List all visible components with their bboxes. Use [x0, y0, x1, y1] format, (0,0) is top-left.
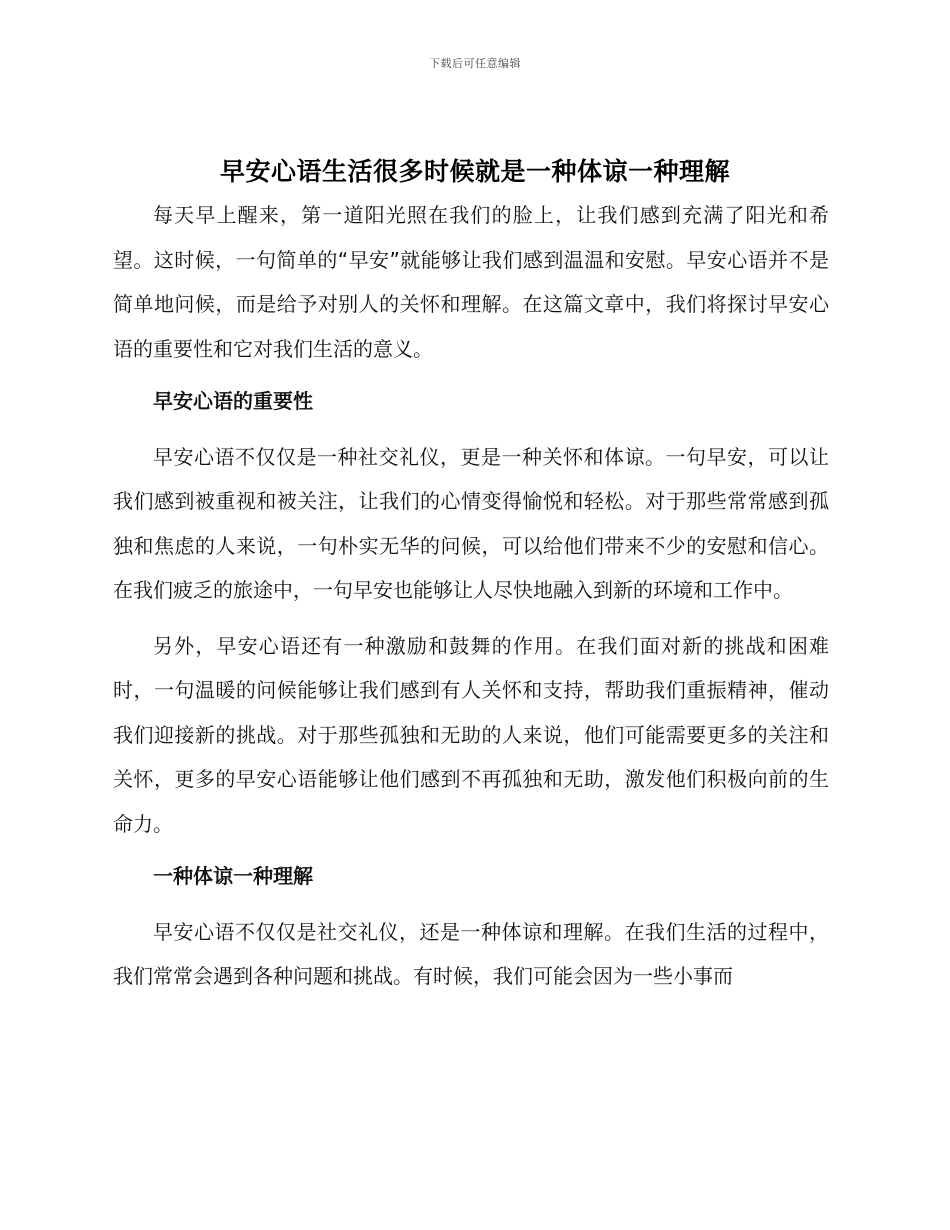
body-paragraph: 另外，早安心语还有一种激励和鼓舞的作用。在我们面对新的挑战和困难时，一句温暖的问候能够让我们感到有人关怀和支持，帮助我们重振精神，催动我们迎接新的挑战。对于那些孤独和无助的人来说，他们可能需要更多的关注和关怀，更多的早安心语能够让他们感到不再孤独和无助，激发他们积极向前的生命力。	[113, 633, 829, 836]
body-paragraph: 早安心语不仅仅是一种社交礼仪，更是一种关怀和体谅。一句早安，可以让我们感到被重视和被关注，让我们的心情变得愉悦和轻松。对于那些常常感到孤独和焦虑的人来说，一句朴实无华的问候，可以给他们带来不少的安慰和信心。在我们疲乏的旅途中，一句早安也能够让人尽快地融入到新的环境和工作中。	[113, 444, 829, 602]
section-heading-understanding: 一种体谅一种理解	[153, 864, 313, 888]
document-body	[113, 193, 829, 999]
body-paragraph: 早安心语不仅仅是社交礼仪，还是一种体谅和理解。在我们生活的过程中，我们常常会遇到各种问题和挑战。有时候，我们可能会因为一些小事而	[113, 919, 829, 988]
page-header: 下载后可任意编辑	[429, 57, 521, 70]
section-heading-importance: 早安心语的重要性	[153, 389, 313, 413]
document-title: 早安心语生活很多时候就是一种体谅一种理解	[219, 157, 730, 186]
intro-paragraph: 每天早上醒来，第一道阳光照在我们的脸上，让我们感到充满了阳光和希望。这时候，一句简单的“早安”就能够让我们感到温温和安慰。早安心语并不是简单地问候，而是给予对别人的关怀和理解。在这篇文章中，我们将探讨早安心语的重要性和它对我们生活的意义。	[113, 203, 829, 361]
